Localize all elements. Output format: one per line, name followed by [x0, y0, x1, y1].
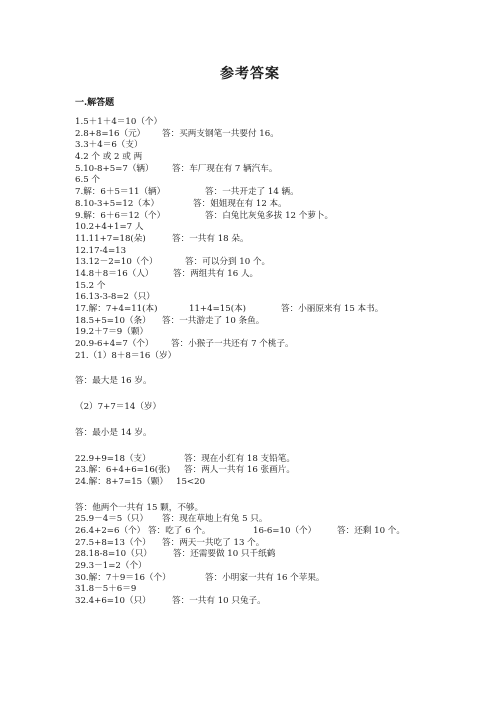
answer-text: 19.2＋7＝9（颗）	[75, 327, 149, 338]
answer-text: 4.2 个 或 2 或 两	[75, 152, 143, 163]
answer-note: 答：现在小红有 18 支铅笔。	[184, 453, 295, 464]
section-heading: 一.解答题	[75, 98, 115, 108]
answer-line	[75, 246, 475, 258]
answer-line	[75, 339, 475, 351]
answer-line	[75, 140, 475, 152]
answer-line	[75, 503, 475, 515]
answer-line	[75, 376, 475, 388]
answer-note: 答：两天一共吃了 13 个。	[162, 537, 265, 548]
answer-note: 答：小丽原来有 15 本书。	[281, 304, 384, 314]
answer-text: 26.4+2=6（个）	[75, 525, 146, 536]
answer-text: 14.8＋8＝16（人）	[75, 268, 154, 279]
answer-line	[75, 316, 475, 328]
answer-text: 13.12－2=10（个）	[75, 257, 158, 268]
answer-line	[75, 584, 475, 596]
answer-note: 答：两人一共有 16 张画片。	[184, 465, 295, 476]
answer-note: 答：还剩 10 个。	[337, 525, 405, 536]
answer-text: 31.8－5＋6＝9	[75, 584, 137, 595]
answer-line	[75, 561, 475, 573]
answer-list	[75, 117, 475, 608]
answer-text: 1.5＋1＋4＝10（个）	[75, 117, 163, 127]
answer-text: 8.10-3+5=12（本）	[75, 198, 160, 209]
answer-note: 答：一共有 10 只兔子。	[172, 596, 266, 607]
answer-text: 32.4+6=10（只）	[75, 596, 151, 607]
answer-text: 10.2+4+1=7 人	[75, 222, 144, 233]
answer-line	[75, 234, 475, 246]
answer-note: 答：车厂现在有 7 辆汽车。	[172, 163, 278, 174]
answer-note: 答：还需要做 10 只千纸鹤	[173, 549, 276, 560]
answer-text: 答：最小是 14 岁。	[75, 427, 152, 438]
answer-text: 15.2 个	[75, 280, 106, 291]
answer-text: 16.13-3-8=2（只）	[75, 292, 155, 303]
answer-line	[75, 304, 475, 316]
answer-text: 12.17-4=13	[75, 245, 127, 256]
answer-line	[75, 152, 475, 164]
answer-line	[75, 402, 475, 414]
answer-line	[75, 465, 475, 477]
answer-text: 18.5+5=10（条）	[75, 315, 151, 326]
answer-text: 7.解：6＋5＝11（辆）	[75, 187, 166, 198]
answer-line	[75, 222, 475, 234]
answer-line	[75, 573, 475, 585]
page-title: 参考答案	[220, 66, 280, 82]
answer-line	[75, 164, 475, 176]
answer-line	[75, 327, 475, 339]
answer-note: 答：可以分到 10 个。	[185, 257, 271, 268]
answer-line	[75, 477, 475, 489]
answer-text: 答：最大是 16 岁。	[75, 376, 152, 387]
answer-text: 22.9+9=18（支）	[75, 453, 151, 464]
answer-line	[75, 596, 475, 608]
answer-line	[75, 269, 475, 281]
answer-line	[75, 257, 475, 269]
answer-line	[75, 428, 475, 440]
answer-note: 答：一共开走了 14 辆。	[205, 187, 299, 198]
answer-text: 11.11+7=18(朵)	[75, 233, 146, 244]
answer-note: 答：吃了 6 个。	[148, 525, 211, 536]
answer-line	[75, 538, 475, 550]
answer-text: 23.解：6+4+6=16(张)	[75, 465, 171, 476]
answer-text: 2.8+8=16（元）	[75, 128, 146, 139]
answer-text: 20.9-6+4=7（个）	[75, 339, 154, 350]
answer-text: 17.解：7+4=11(本)	[75, 304, 158, 314]
answer-note: 答：小明家一共有 16 个苹果。	[205, 572, 325, 583]
answer-line	[75, 199, 475, 211]
answer-line	[75, 292, 475, 304]
answer-note: 答：一共游走了 10 条鱼。	[162, 315, 265, 326]
answer-text: 6.5 个	[75, 175, 100, 186]
answer-note: 答：买两支钢笔一共要付 16。	[162, 128, 279, 139]
answer-note: 15<20	[176, 476, 206, 487]
answer-text: 29.3－1=2（个）	[75, 561, 147, 571]
answer-line	[75, 454, 475, 466]
answer-note: 答：两组共有 16 人。	[173, 268, 259, 279]
answer-text: 28.18-8=10（只）	[75, 549, 152, 560]
answer-line	[75, 211, 475, 223]
answer-note: 11+4=15(本)	[189, 304, 247, 314]
answer-text: 21.（1）8＋8＝16（岁）	[75, 350, 177, 361]
answer-note: 答：姐姐现在有 12 本。	[193, 198, 287, 209]
answer-text: 3.3＋4＝6（支）	[75, 140, 143, 151]
answer-text: 答：他两个一共有 15 颗，不够。	[75, 502, 204, 513]
answer-text: 25.9－4＝5（只）	[75, 514, 149, 525]
answer-line	[75, 117, 475, 129]
answer-text: （2）7+7＝14（岁）	[75, 402, 162, 413]
answer-note: 答：现在草地上有兔 5 只。	[162, 514, 268, 525]
answer-note: 答：一共有 18 朵。	[172, 233, 249, 244]
answer-note: 答：小猴子一共还有 7 个桃子。	[171, 339, 294, 350]
answer-line	[75, 351, 475, 363]
answer-text: 5.10-8+5=7（辆）	[75, 163, 154, 174]
answer-line	[75, 175, 475, 187]
answer-line	[75, 549, 475, 561]
answer-text: 27.5+8=13（个）	[75, 537, 151, 548]
answer-note: 答：白兔比灰兔多拔 12 个萝卜。	[205, 210, 334, 221]
answer-line	[75, 187, 475, 199]
answer-text: 24.解：8+7=15（颗）	[75, 476, 168, 487]
answer-line	[75, 526, 475, 538]
answer-text: 30.解：7＋9＝16（个）	[75, 572, 171, 583]
answer-line	[75, 129, 475, 141]
answer-note: 16-6=10（个）	[253, 525, 317, 536]
answer-text: 9.解：6＋6＝12（个）	[75, 210, 166, 221]
answer-line	[75, 514, 475, 526]
answer-line	[75, 281, 475, 293]
